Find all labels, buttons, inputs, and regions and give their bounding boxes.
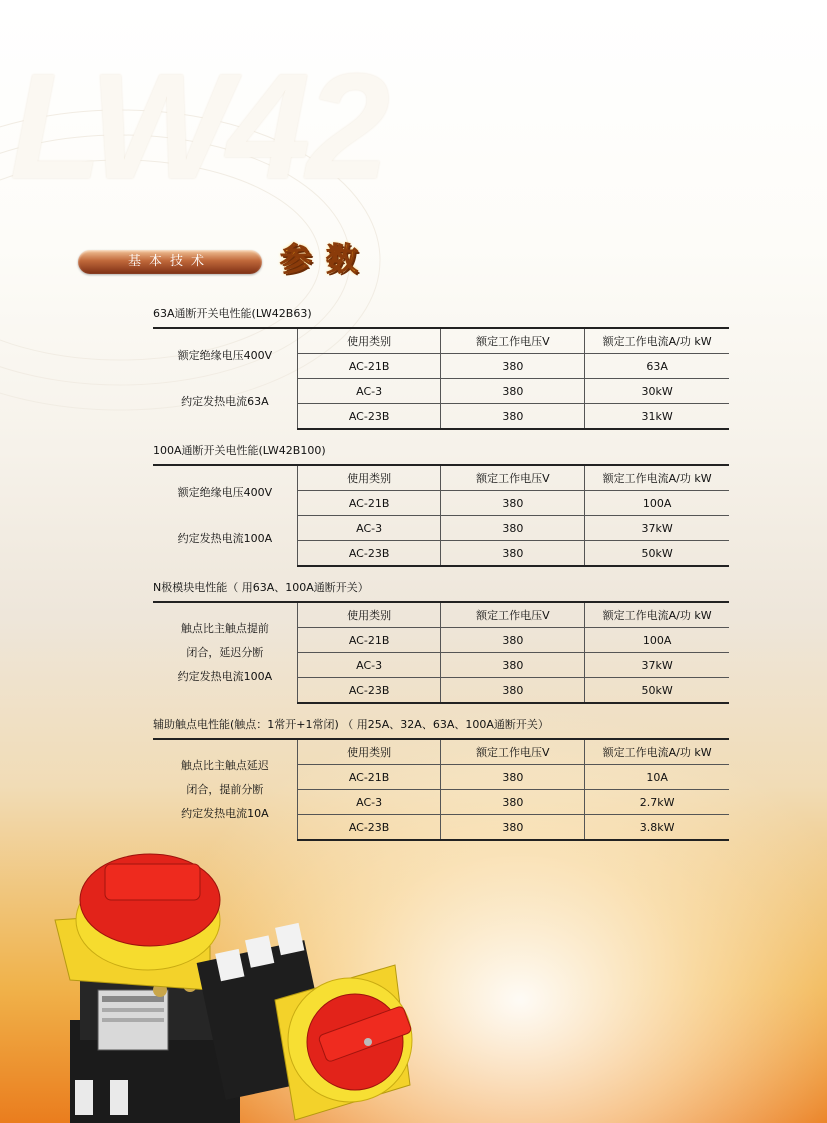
column-header: 额定工作电压V [441,328,585,354]
cell: AC-21B [297,765,441,790]
cell: AC-23B [297,541,441,567]
section-63a [153,305,729,430]
switch-right [197,923,412,1120]
table-header-row [153,465,729,491]
column-header: 额定工作电压V [441,602,585,628]
section-title: 100A通断开关电性能(LW42B100) [153,444,326,457]
cell: AC-23B [297,815,441,841]
header-pill: 基本技术 [78,250,262,274]
left-line: 触点比主触点提前 [180,622,269,635]
column-header: 额定工作电压V [441,739,585,765]
left-line: 闭合，提前分断 [186,783,264,796]
cell: 37kW [585,516,729,541]
cell: 380 [441,354,585,379]
left-line: 约定发热电流10A [181,807,269,820]
cell: AC-21B [297,491,441,516]
column-header: 使用类别 [297,465,441,491]
cell: 2.7kW [585,790,729,815]
cell: 380 [441,541,585,567]
cell: 3.8kW [585,815,729,841]
left-description [153,465,297,566]
cell: AC-23B [297,404,441,430]
spec-table [153,327,729,430]
column-header: 额定工作电流A/功 kW [585,739,729,765]
cell: 380 [441,815,585,841]
column-header: 额定工作电压V [441,465,585,491]
cell: 50kW [585,541,729,567]
cell: AC-3 [297,653,441,678]
left-description [153,602,297,703]
watermark-model: LW42 [10,42,386,210]
column-header: 使用类别 [297,328,441,354]
left-line: 约定发热电流100A [177,532,273,545]
section-title: 63A通断开关电性能(LW42B63) [153,307,312,320]
column-header: 使用类别 [297,739,441,765]
section-auxiliary [153,716,729,841]
cell: 63A [585,354,729,379]
section-title: 辅助触点电性能(触点：1常开+1常闭) （ 用25A、32A、63A、100A通断开关） [153,718,549,731]
left-line: 触点比主触点延迟 [180,759,269,772]
left-line: 额定绝缘电压400V [177,486,273,499]
table-header-row [153,602,729,628]
cell: 380 [441,379,585,404]
cell: 31kW [585,404,729,430]
cell: 380 [441,765,585,790]
left-line: 闭合，延迟分断 [186,646,264,659]
left-line: 约定发热电流63A [181,395,269,408]
cell: 380 [441,404,585,430]
left-line: 额定绝缘电压400V [177,349,273,362]
product-photo [50,850,430,1123]
column-header: 使用类别 [297,602,441,628]
column-header: 额定工作电流A/功 kW [585,602,729,628]
spec-table [153,601,729,704]
cell: 100A [585,491,729,516]
cell: AC-21B [297,628,441,653]
cell: AC-3 [297,790,441,815]
left-description [153,739,297,840]
cell: AC-3 [297,516,441,541]
cell: AC-3 [297,379,441,404]
left-line: 约定发热电流100A [177,670,273,683]
cell: 380 [441,678,585,704]
table-header-row [153,739,729,765]
cell: 380 [441,790,585,815]
cell: AC-21B [297,354,441,379]
cell: 10A [585,765,729,790]
cell: 380 [441,516,585,541]
cell: 380 [441,653,585,678]
column-header: 额定工作电流A/功 kW [585,328,729,354]
cell: 30kW [585,379,729,404]
column-header: 额定工作电流A/功 kW [585,465,729,491]
cell: 50kW [585,678,729,704]
section-title: N极模块电性能（ 用63A、100A通断开关） [153,581,369,594]
section-100a [153,442,729,567]
header-title: 参数 [280,240,373,278]
table-header-row [153,328,729,354]
left-description [153,328,297,429]
section-n-pole [153,579,729,704]
spec-table [153,738,729,841]
spec-table [153,464,729,567]
cell: AC-23B [297,678,441,704]
cell: 37kW [585,653,729,678]
cell: 380 [441,491,585,516]
cell: 380 [441,628,585,653]
cell: 100A [585,628,729,653]
